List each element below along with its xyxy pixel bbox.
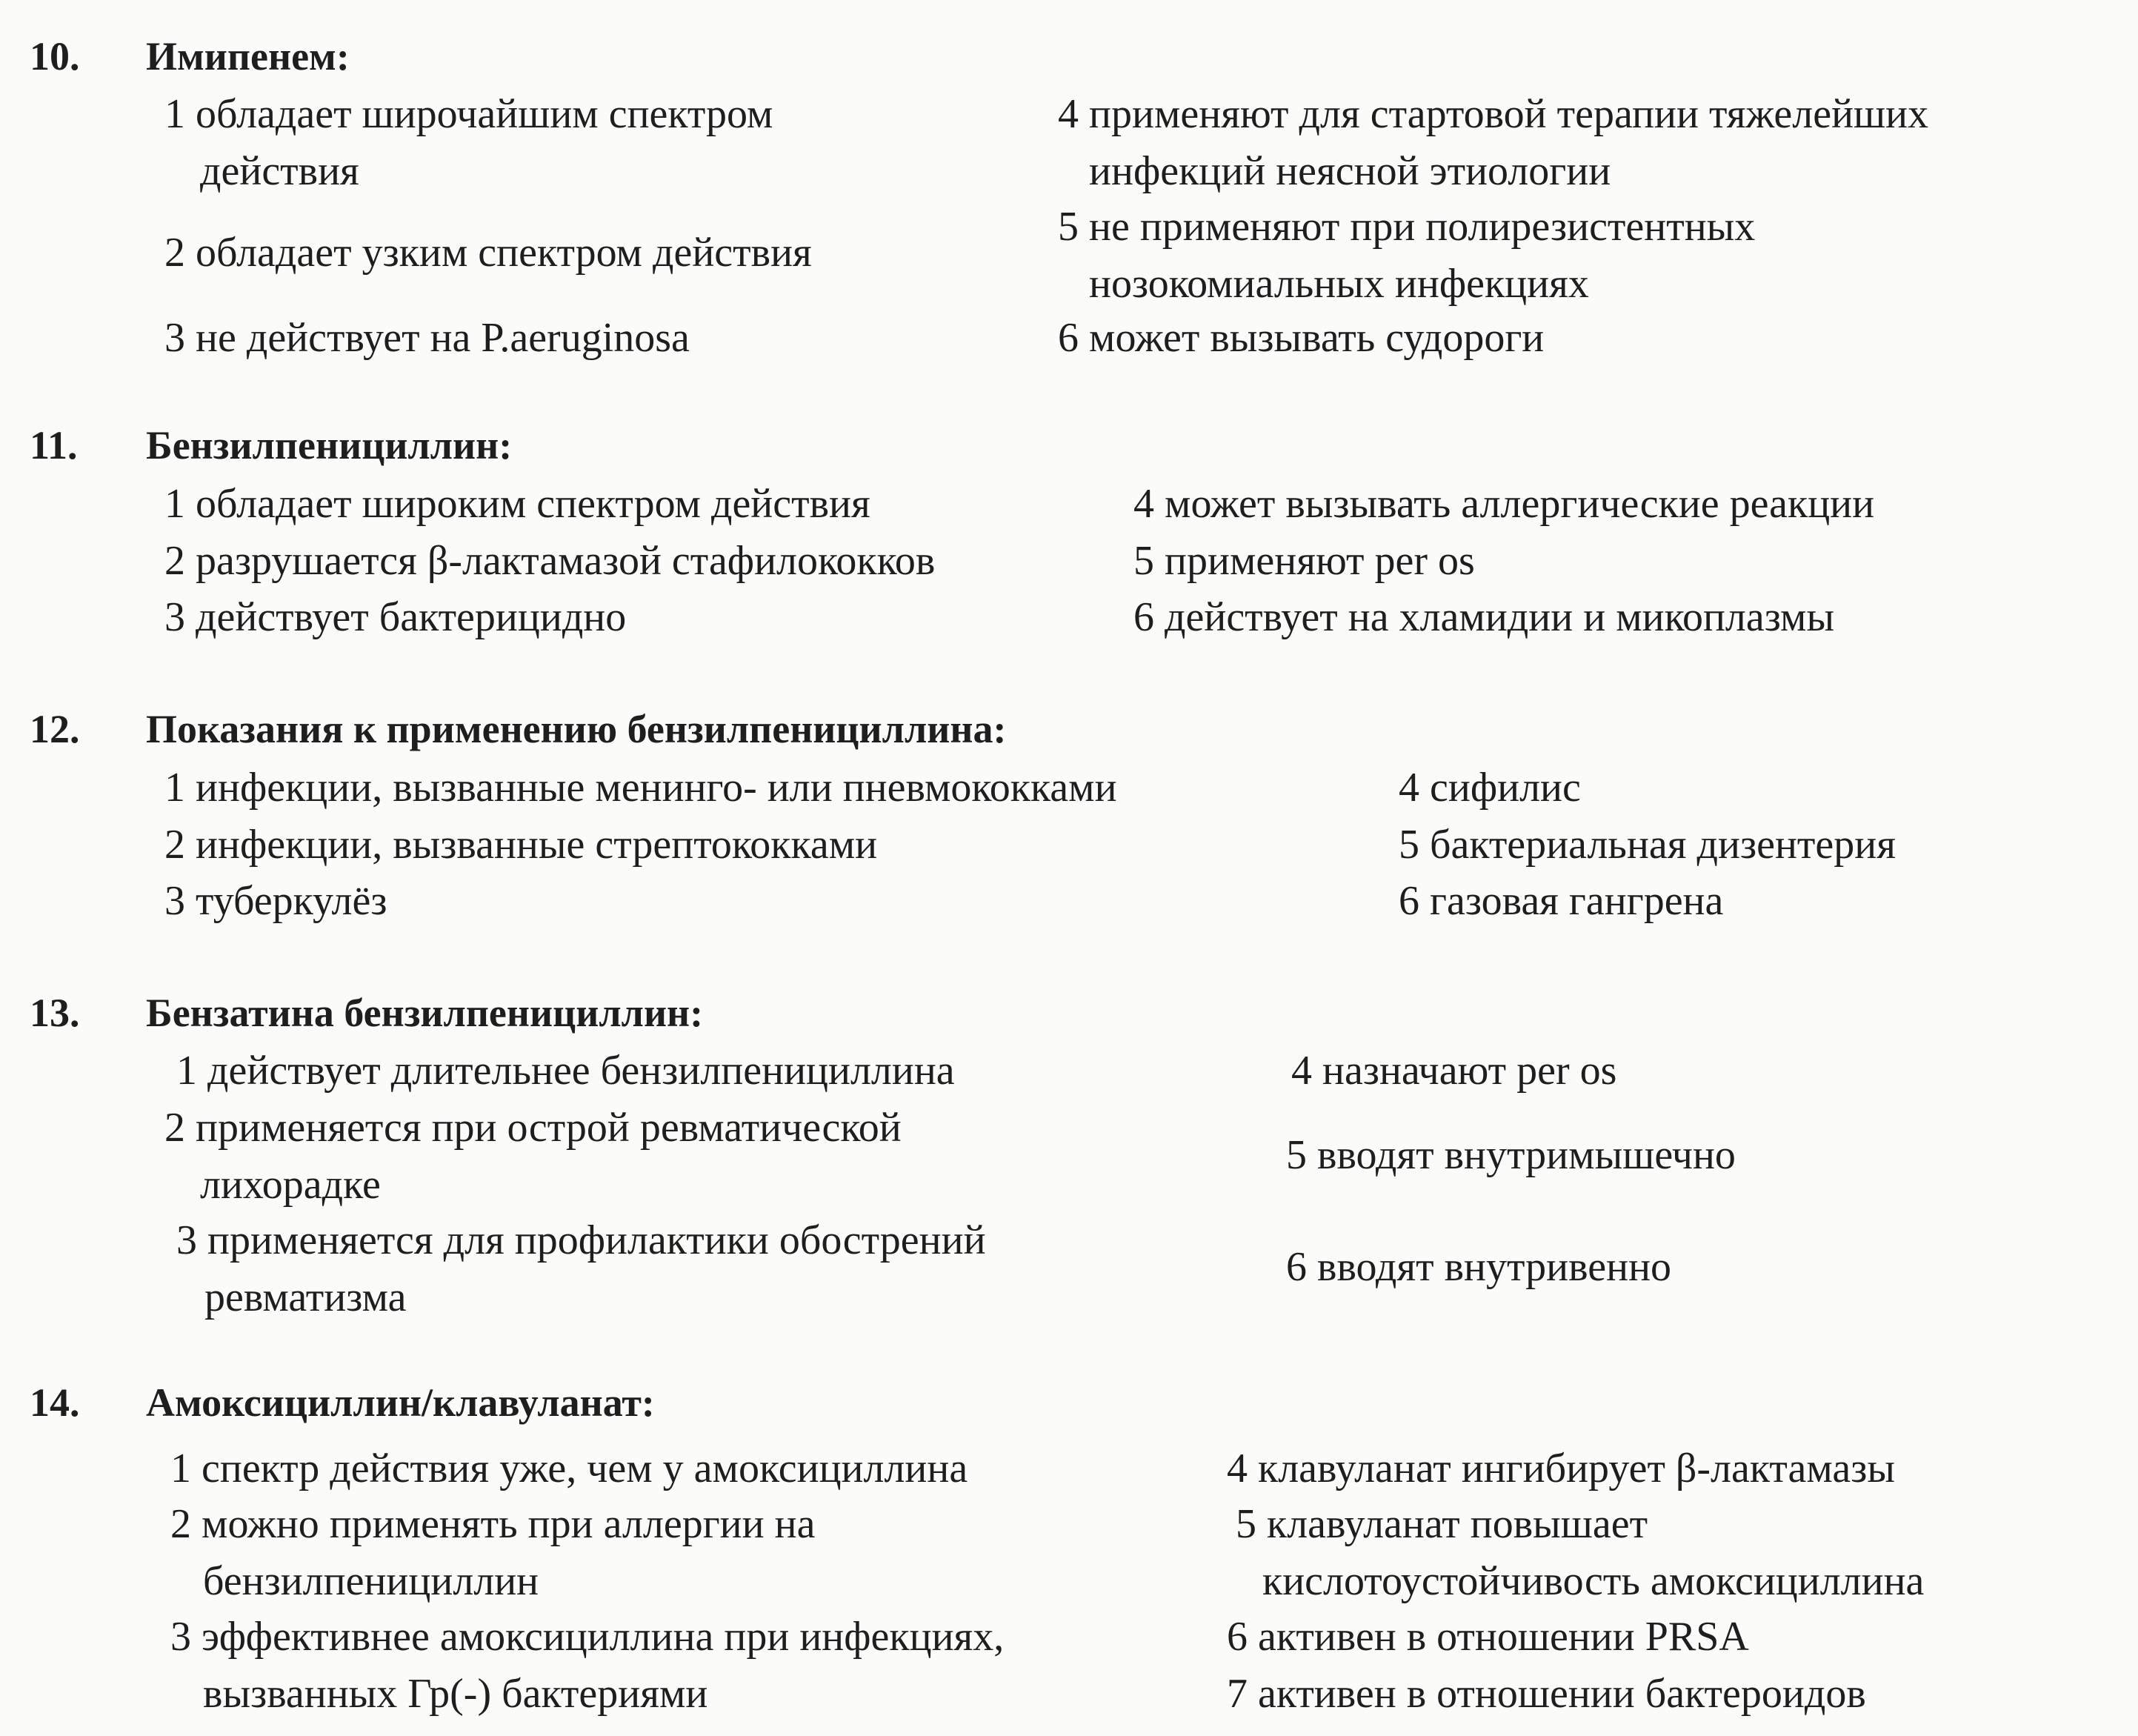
option-text-continued: действия — [200, 148, 359, 194]
answer-option — [1291, 1042, 1616, 1100]
option-text: 5 клавуланат повышает — [1236, 1501, 1648, 1547]
question-number: 11. — [30, 423, 78, 468]
answer-option — [164, 533, 935, 590]
question-title: Бензатина бензилпенициллин: — [146, 991, 704, 1035]
answer-option — [176, 1212, 986, 1326]
answer-option — [170, 1440, 968, 1497]
answer-option — [1286, 1127, 1736, 1184]
option-text: 5 бактериальная дизентерия — [1399, 822, 1896, 868]
answer-option — [164, 589, 626, 646]
option-text-continued: бензилпенициллин — [203, 1558, 539, 1604]
answer-option — [1133, 476, 1874, 533]
option-text: 5 не применяют при полирезистентных — [1058, 204, 1756, 250]
answer-option — [1058, 199, 1755, 313]
question-number: 12. — [30, 707, 80, 751]
answer-option — [1133, 533, 1475, 590]
option-text-continued: кислотоустойчивость амоксициллина — [1262, 1558, 1925, 1604]
option-text: 2 инфекции, вызванные стрептококками — [164, 822, 878, 868]
answer-option — [164, 873, 387, 930]
option-text: 2 применяется при острой ревматической — [164, 1105, 902, 1151]
question-number: 14. — [30, 1380, 80, 1425]
option-text: 6 действует на хламидии и микоплазмы — [1133, 594, 1835, 640]
option-text: 6 может вызывать судороги — [1058, 315, 1545, 361]
option-text: 4 может вызывать аллергические реакции — [1133, 481, 1875, 527]
question-title: Бензилпенициллин: — [146, 423, 513, 468]
option-text: 3 туберкулёз — [164, 878, 387, 924]
answer-option — [1399, 759, 1581, 817]
option-text: 4 сифилис — [1399, 765, 1581, 811]
answer-option — [164, 310, 690, 367]
option-text: 4 клавуланат ингибирует β-лактамазы — [1227, 1446, 1895, 1491]
answer-option — [164, 759, 1117, 817]
answer-option — [1133, 589, 1834, 646]
option-text: 3 эффективнее амоксициллина при инфекциях, — [170, 1614, 1005, 1660]
option-text-continued: нозокомиальных инфекциях — [1089, 261, 1589, 307]
answer-option — [1227, 1666, 1866, 1723]
question-title: Показания к применению бензилпенициллина: — [146, 707, 1007, 751]
option-text: 4 назначают per os — [1291, 1048, 1617, 1094]
question-number: 10. — [30, 34, 80, 79]
option-text: 2 обладает узким спектром действия — [164, 230, 812, 276]
answer-option — [1399, 873, 1723, 930]
option-text: 5 вводят внутримышечно — [1286, 1132, 1736, 1178]
option-text: 1 обладает широчайшим спектром — [164, 91, 773, 137]
option-text-continued: инфекций неясной этиологии — [1089, 148, 1611, 194]
answer-option — [1227, 1440, 1895, 1497]
answer-option — [170, 1496, 815, 1610]
question-title: Имипенем: — [146, 34, 350, 79]
answer-option — [164, 86, 773, 200]
option-text: 2 можно применять при аллергии на — [170, 1501, 816, 1547]
option-text: 1 инфекции, вызванные менинго- или пневмококками — [164, 765, 1117, 811]
answer-option — [1399, 817, 1896, 874]
question-title: Амоксициллин/клавуланат: — [146, 1380, 655, 1425]
option-text: 4 применяют для стартовой терапии тяжелейших — [1058, 91, 1929, 137]
option-text: 3 действует бактерицидно — [164, 594, 627, 640]
option-text: 1 обладает широким спектром действия — [164, 481, 870, 527]
option-text: 6 активен в отношении PRSA — [1227, 1614, 1749, 1660]
question-number: 13. — [30, 991, 80, 1035]
option-text-continued: ревматизма — [204, 1274, 407, 1320]
answer-option — [1227, 1609, 1749, 1666]
option-text: 3 применяется для профилактики обострений — [176, 1217, 986, 1263]
option-text: 1 спектр действия уже, чем у амоксициллина — [170, 1446, 968, 1491]
option-text: 5 применяют per os — [1133, 538, 1475, 584]
answer-option — [1236, 1496, 1924, 1610]
option-text: 3 не действует на P.aeruginosa — [164, 315, 690, 361]
answer-option — [164, 817, 877, 874]
option-text: 2 разрушается β-лактамазой стафилококков — [164, 538, 936, 584]
answer-option — [176, 1042, 955, 1100]
option-text: 6 вводят внутривенно — [1286, 1244, 1672, 1290]
answer-option — [164, 476, 870, 533]
option-text-continued: вызванных Гр(-) бактериями — [203, 1671, 708, 1717]
answer-option — [1286, 1239, 1671, 1296]
answer-option — [170, 1609, 1004, 1723]
answer-option — [1058, 310, 1544, 367]
option-text: 6 газовая гангрена — [1399, 878, 1724, 924]
option-text: 1 действует длительнее бензилпенициллина — [176, 1048, 955, 1094]
answer-option — [164, 225, 812, 282]
answer-option — [1058, 86, 1928, 200]
option-text-continued: лихорадке — [200, 1162, 381, 1208]
option-text: 7 активен в отношении бактероидов — [1227, 1671, 1866, 1717]
answer-option — [164, 1100, 902, 1214]
